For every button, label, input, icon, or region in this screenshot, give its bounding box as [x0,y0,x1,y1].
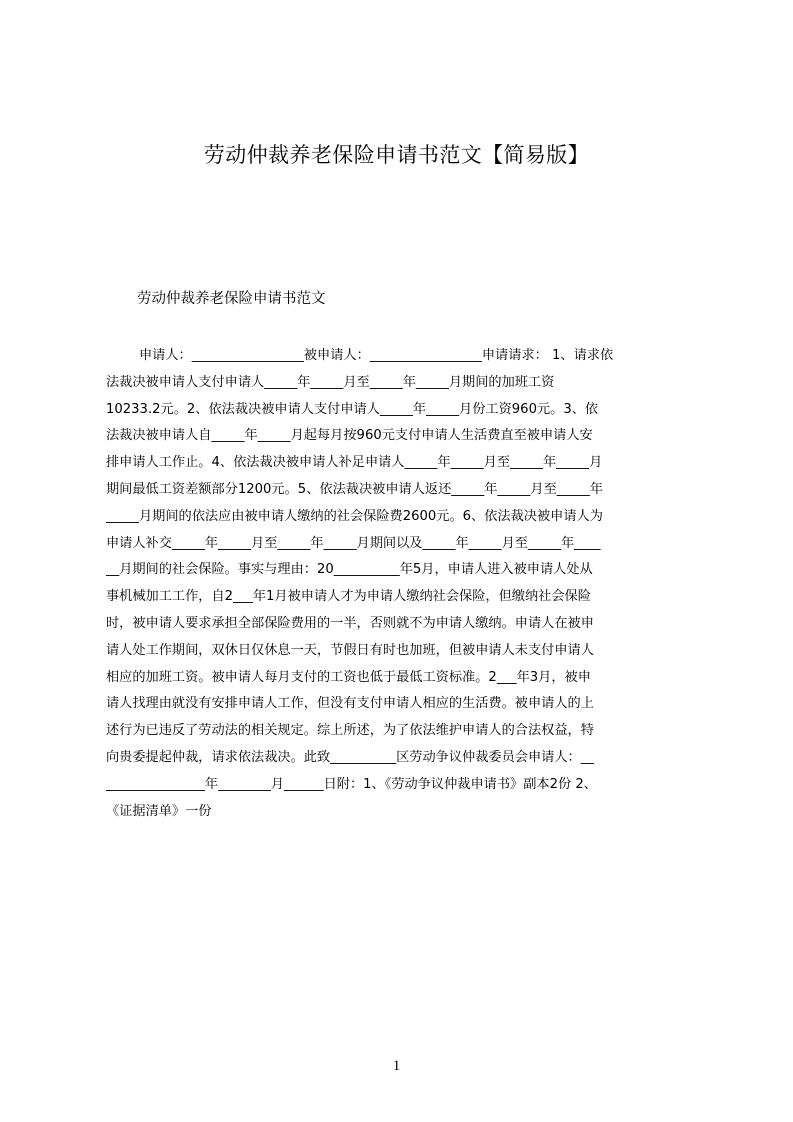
document-title: 劳动仲裁养老保险申请书范文【简易版】 [203,143,590,167]
body-line: 相应的加班工资。被申请人每月支付的工资也低于最低工资标准。2___年3月，被申 [106,669,591,685]
body-line: 法裁决被申请人自_____年_____月起每月按960元支付申请人生活费直至被申请人安 [106,428,593,444]
body-line: 法裁决被申请人支付申请人_____年_____月至_____年_____月期间的加班工资 [106,374,555,390]
document-body [106,343,711,825]
body-line: _______________年________月______日附：1、《劳动争议仲裁申请书》副本2份 2、 [106,776,597,792]
body-line: 时，被申请人要求承担全部保险费用的一半，否则就不为申请人缴纳。申请人在被申 [106,615,594,631]
body-line: 排申请人工作止。4、依法裁决被申请人补足申请人_____年_____月至_____年_____月 [106,455,603,471]
body-line: 事机械加工工作，自2___年1月被申请人才为申请人缴纳社会保险，但缴纳社会保险 [106,589,591,605]
body-line: __月期间的社会保险。事实与理由：20__________年5月，申请人进入被申请人处从 [106,562,593,578]
body-line: 10233.2元。2、依法裁决被申请人支付申请人_____年_____月份工资960元。3、依 [106,401,599,417]
body-line: _____月期间的依法应由被申请人缴纳的社会保险费2600元。6、依法裁决被申请人为 [106,508,603,524]
body-line: 述行为已违反了劳动法的相关规定。综上所述，为了依法维护申请人的合法权益，特 [106,723,594,739]
body-line: 期间最低工资差额部分1200元。5、依法裁决被申请人返还_____年_____月至_____年 [106,481,603,497]
body-line: 《证据清单》一份 [106,803,212,819]
body-line: 请人找理由就没有安排申请人工作，但没有支付申请人相应的生活费。被申请人的上 [106,696,594,712]
document-subtitle: 劳动仲裁养老保险申请书范文 [137,291,326,307]
body-line: 向贵委提起仲裁，请求依法裁决。此致__________区劳动争议仲裁委员会申请人：__ [106,749,594,765]
body-line: 申请人：_________________被申请人：_________________申请请求： 1、请求依 [139,348,614,363]
body-line: 请人处工作期间，双休日仅休息一天，节假日有时也加班，但被申请人未支付申请人 [106,642,594,658]
body-line: 申请人补交_____年_____月至_____年_____月期间以及_____年_____月至_____年____ [106,535,601,551]
page-number: 1 [392,1058,401,1074]
